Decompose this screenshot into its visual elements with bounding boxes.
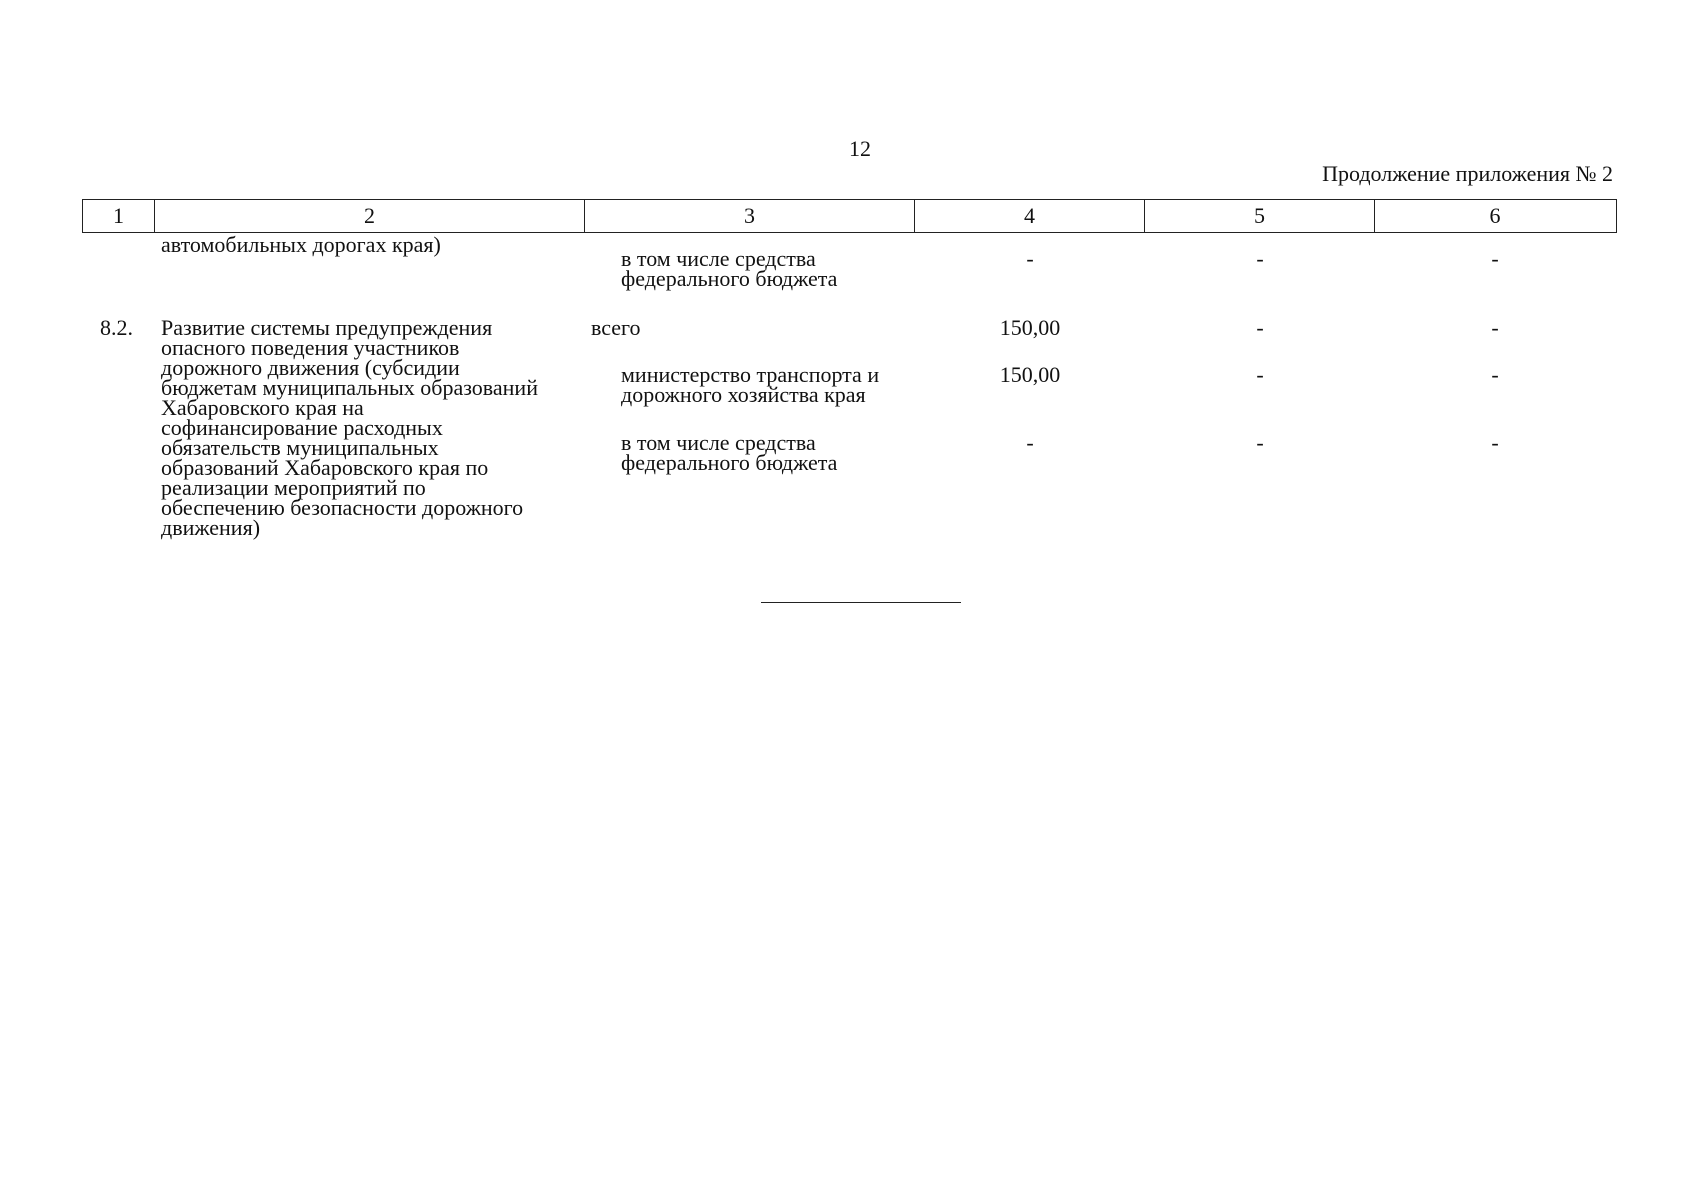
header-col-4: 4: [915, 200, 1145, 232]
table-header: [82, 199, 1617, 233]
line-ministry-value-6: -: [1491, 362, 1499, 387]
row-number: 8.2.: [100, 315, 133, 340]
line-total-value-5: -: [1256, 315, 1264, 340]
end-rule: [761, 602, 961, 603]
carry-over-description: автомобильных дорогах края): [161, 232, 441, 257]
line-federal-value-4: -: [1026, 430, 1034, 455]
line-federal-label: в том числе средства федерального бюджета: [621, 430, 838, 475]
continuation-label: Продолжение приложения № 2: [1322, 161, 1613, 186]
header-col-3: 3: [585, 200, 915, 232]
row-description: Развитие системы предупреждения опасного поведения участников дорожного движения (субсидии бюджетам муниципальных образований Хабаровского края на софинансирование расходных обязательств муниципальных образований Хабаровского края по реализации мероприятий по обеспечению безопасности дорожного движения): [161, 315, 538, 540]
page-number: 12: [849, 136, 871, 161]
header-col-1: 1: [83, 200, 155, 232]
carry-over-value-6: -: [1491, 246, 1499, 271]
header-col-5: 5: [1145, 200, 1375, 232]
carry-over-sub-label: в том числе средства федерального бюджета: [621, 246, 838, 291]
line-ministry-value-5: -: [1256, 362, 1264, 387]
carry-over-value-4: -: [1026, 246, 1034, 271]
line-total-value-6: -: [1491, 315, 1499, 340]
line-ministry-value-4: 150,00: [999, 362, 1061, 387]
header-col-6: 6: [1489, 203, 1501, 228]
carry-over-value-5: -: [1256, 246, 1264, 271]
line-total-label: всего: [591, 315, 641, 340]
header-col-2: 2: [155, 200, 585, 232]
line-federal-value-5: -: [1256, 430, 1264, 455]
line-federal-value-6: -: [1491, 430, 1499, 455]
line-total-value-4: 150,00: [999, 315, 1061, 340]
line-ministry-label: министерство транспорта и дорожного хозяйства края: [621, 362, 880, 407]
